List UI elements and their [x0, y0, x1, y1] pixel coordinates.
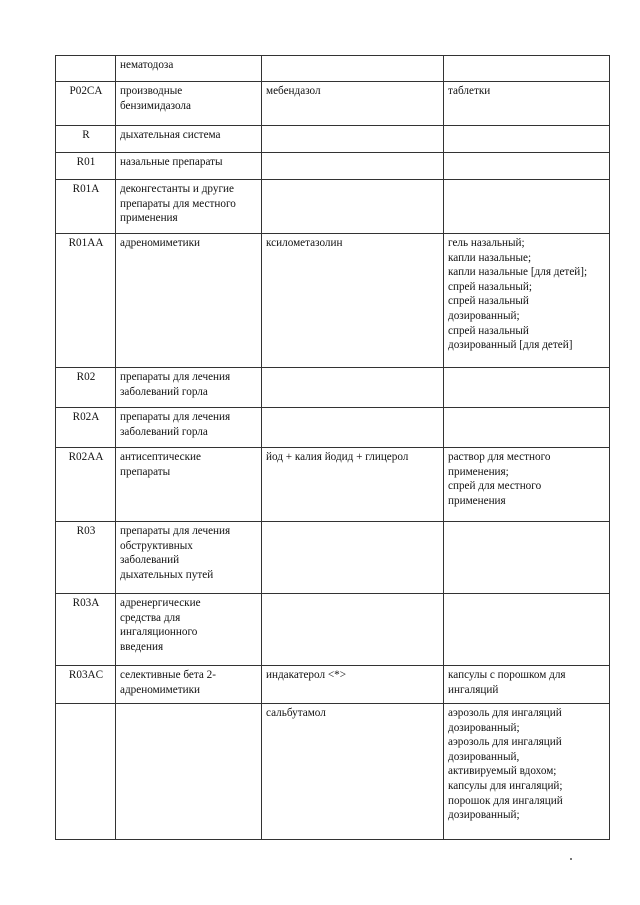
anatomical-class-cell: [116, 666, 262, 704]
atc-code-cell: [56, 704, 116, 840]
anatomical-class-cell: [116, 82, 262, 126]
atc-code-cell: [56, 408, 116, 448]
dosage-form-cell: [444, 448, 610, 522]
cell-line: введения: [120, 640, 164, 653]
cell-line: R01A: [72, 183, 100, 195]
scan-speck: [570, 858, 572, 860]
dosage-form-cell: [444, 666, 610, 704]
cell-line: аэрозоль для ингаляций: [448, 707, 562, 719]
substance-cell: [262, 56, 444, 82]
table-row: [56, 522, 610, 594]
drug-classification-table: [55, 55, 610, 840]
cell-line: спрей назальный: [448, 295, 529, 308]
cell-line: ингаляций: [448, 683, 499, 696]
cell-line: R03A: [72, 597, 100, 609]
substance-cell: [262, 666, 444, 704]
table-row: [56, 153, 610, 180]
substance-cell: [262, 180, 444, 234]
anatomical-class-cell: [116, 234, 262, 368]
dosage-form-cell: [444, 153, 610, 180]
cell-line: ингаляционного: [120, 626, 198, 639]
table-row: [56, 666, 610, 704]
atc-code-cell: [56, 234, 116, 368]
cell-line: сальбутамол: [266, 707, 326, 719]
cell-line: дыхательная система: [120, 129, 221, 141]
cell-line: капсулы с порошком для: [448, 669, 566, 681]
cell-line: R: [82, 129, 90, 141]
anatomical-class-cell: [116, 522, 262, 594]
cell-line: селективные бета 2-: [120, 669, 216, 681]
dosage-form-cell: [444, 408, 610, 448]
table-row: [56, 126, 610, 153]
table-row: [56, 448, 610, 522]
dosage-form-cell: [444, 368, 610, 408]
cell-line: гель назальный;: [448, 237, 525, 249]
atc-code-cell: [56, 448, 116, 522]
cell-line: применения: [448, 494, 506, 507]
cell-line: раствор для местного: [448, 451, 551, 463]
cell-line: ксилометазолин: [266, 237, 343, 249]
dosage-form-cell: [444, 82, 610, 126]
table-row: [56, 82, 610, 126]
cell-line: спрей для местного: [448, 480, 542, 493]
anatomical-class-cell: [116, 594, 262, 666]
anatomical-class-cell: [116, 153, 262, 180]
anatomical-class-cell: [116, 126, 262, 153]
table-body: [56, 56, 610, 840]
substance-cell: [262, 126, 444, 153]
table-row: [56, 56, 610, 82]
dosage-form-cell: [444, 126, 610, 153]
cell-line: спрей назальный;: [448, 280, 533, 293]
cell-line: нематодоза: [120, 59, 174, 71]
cell-line: дозированный;: [448, 309, 520, 322]
cell-line: капли назальные;: [448, 251, 532, 264]
cell-line: заболеваний горла: [120, 385, 208, 398]
table-row: [56, 180, 610, 234]
atc-code-cell: [56, 522, 116, 594]
cell-line: капсулы для ингаляций;: [448, 779, 563, 792]
dosage-form-cell: [444, 180, 610, 234]
substance-cell: [262, 408, 444, 448]
substance-cell: [262, 522, 444, 594]
cell-line: дозированный;: [448, 809, 520, 822]
cell-line: R02AA: [68, 451, 104, 463]
cell-line: применения: [120, 212, 178, 225]
cell-line: дыхательных путей: [120, 568, 214, 581]
cell-line: активируемый вдохом;: [448, 765, 557, 778]
substance-cell: [262, 594, 444, 666]
substance-cell: [262, 153, 444, 180]
atc-code-cell: [56, 180, 116, 234]
cell-line: деконгестанты и другие: [120, 183, 234, 195]
anatomical-class-cell: [116, 704, 262, 840]
cell-line: препараты для лечения: [120, 411, 231, 423]
substance-cell: [262, 704, 444, 840]
cell-line: заболеваний: [120, 554, 180, 567]
table-row: [56, 234, 610, 368]
cell-line: дозированный;: [448, 721, 520, 734]
cell-line: R01: [76, 156, 96, 168]
cell-line: препараты для лечения: [120, 371, 231, 383]
cell-line: йод + калия йодид + глицерол: [266, 451, 409, 463]
cell-line: препараты для лечения: [120, 525, 231, 537]
substance-cell: [262, 82, 444, 126]
cell-line: средства для: [120, 611, 181, 624]
cell-line: адреномиметики: [120, 683, 200, 696]
cell-line: дозированный,: [448, 750, 520, 763]
dosage-form-cell: [444, 704, 610, 840]
cell-line: заболеваний горла: [120, 425, 208, 438]
table-row: [56, 704, 610, 840]
cell-line: R03: [76, 525, 96, 537]
cell-line: производные: [120, 85, 183, 97]
cell-line: адренергические: [120, 597, 201, 609]
substance-cell: [262, 234, 444, 368]
substance-cell: [262, 448, 444, 522]
atc-code-cell: [56, 594, 116, 666]
dosage-form-cell: [444, 522, 610, 594]
cell-line: спрей назальный: [448, 324, 529, 337]
cell-line: аэрозоль для ингаляций: [448, 736, 562, 749]
atc-code-cell: [56, 153, 116, 180]
cell-line: бензимидазола: [120, 99, 191, 112]
cell-line: R01AA: [68, 237, 104, 249]
atc-code-cell: [56, 56, 116, 82]
dosage-form-cell: [444, 594, 610, 666]
cell-line: R02A: [72, 411, 100, 423]
cell-line: P02CA: [69, 85, 103, 97]
cell-line: таблетки: [448, 85, 491, 97]
substance-cell: [262, 368, 444, 408]
table-row: [56, 368, 610, 408]
cell-line: R03AC: [68, 669, 104, 681]
cell-line: препараты для местного: [120, 197, 236, 210]
atc-code-cell: [56, 126, 116, 153]
cell-line: порошок для ингаляций: [448, 794, 563, 807]
cell-line: R02: [76, 371, 96, 383]
atc-code-cell: [56, 368, 116, 408]
dosage-form-cell: [444, 234, 610, 368]
cell-line: препараты: [120, 465, 171, 478]
cell-line: назальные препараты: [120, 156, 223, 168]
atc-code-cell: [56, 82, 116, 126]
dosage-form-cell: [444, 56, 610, 82]
anatomical-class-cell: [116, 368, 262, 408]
cell-line: антисептические: [120, 451, 201, 463]
cell-line: обструктивных: [120, 539, 193, 552]
table-row: [56, 594, 610, 666]
anatomical-class-cell: [116, 408, 262, 448]
table-row: [56, 408, 610, 448]
cell-line: капли назальные [для детей];: [448, 266, 588, 279]
cell-line: применения;: [448, 465, 509, 478]
cell-line: адреномиметики: [120, 237, 200, 249]
cell-line: индакатерол <*>: [266, 669, 347, 681]
anatomical-class-cell: [116, 180, 262, 234]
anatomical-class-cell: [116, 448, 262, 522]
atc-code-cell: [56, 666, 116, 704]
anatomical-class-cell: [116, 56, 262, 82]
cell-line: дозированный [для детей]: [448, 339, 573, 352]
cell-line: мебендазол: [266, 85, 321, 97]
